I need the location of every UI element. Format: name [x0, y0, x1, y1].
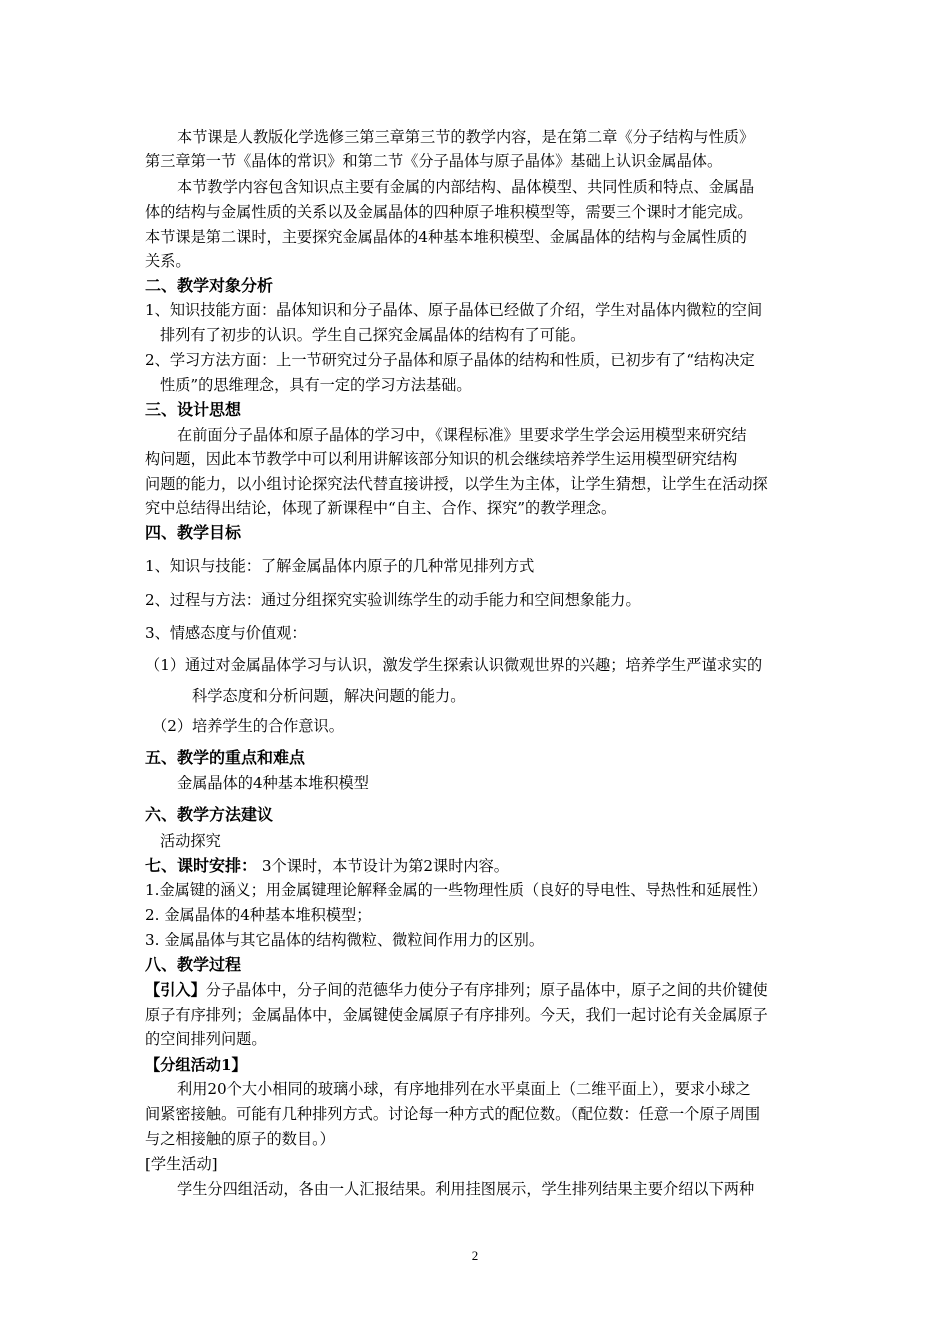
text-line: 本节教学内容包含知识点主要有金属的内部结构、晶体模型、共同性质和特点、金属晶 [177, 178, 755, 196]
section-heading: 五、教学的重点和难点 [145, 748, 306, 767]
text-line: 学生分四组活动，各由一人汇报结果。利用挂图展示，学生排列结果主要介绍以下两种 [177, 1180, 755, 1198]
text-line: 间紧密接触。可能有几种排列方式。讨论每一种方式的配位数。（配位数：任意一个原子周围 [145, 1105, 761, 1123]
text-line: [学生活动] [145, 1155, 218, 1173]
text-line: 原子有序排列；金属晶体中，金属键使金属原子有序排列。今天，我们一起讨论有关金属原子 [145, 1006, 768, 1024]
section-heading: 四、教学目标 [145, 523, 242, 542]
text-line: 性质”的思维理念，具有一定的学习方法基础。 [160, 376, 472, 394]
text-line: 活动探究 [160, 832, 221, 850]
intro-text: 分子晶体中，分子间的范德华力使分子有序排列；原子晶体中，原子之间的共价键使 [205, 981, 768, 999]
text-line: （2）培养学生的合作意识。 [152, 717, 344, 735]
text-line: 本节课是第二课时，主要探究金属晶体的4种基本堆积模型、金属晶体的结构与金属性质的 [145, 228, 747, 246]
section-heading: 二、教学对象分析 [145, 276, 274, 295]
section-heading: 八、教学过程 [145, 955, 242, 974]
schedule-line [145, 855, 815, 877]
text-line: 2、学习方法方面：上一节研究过分子晶体和原子晶体的结构和性质，已初步有了“结构决定 [145, 351, 755, 369]
text-line: 究中总结得出结论，体现了新课程中“自主、合作、探究”的教学理念。 [145, 499, 617, 517]
schedule-text: 3个课时，本节设计为第2课时内容。 [261, 857, 509, 875]
text-line: 在前面分子晶体和原子晶体的学习中，《课程标准》里要求学生学会运用模型来研究结 [177, 426, 747, 444]
text-line: 利用20个大小相同的玻璃小球，有序地排列在水平桌面上（二维平面上），要求小球之 [177, 1080, 751, 1098]
text-line: 问题的能力，以小组讨论探究法代替直接讲授，以学生为主体，让学生猜想，让学生在活动探 [145, 475, 768, 493]
text-line: 科学态度和分析问题，解决问题的能力。 [192, 687, 466, 705]
text-line: 排列有了初步的认识。学生自己探究金属晶体的结构有了可能。 [160, 326, 586, 344]
text-line: 本节课是人教版化学选修三第三章第三节的教学内容，是在第二章《分子结构与性质》 [177, 128, 755, 146]
section-heading: 三、设计思想 [145, 400, 242, 419]
text-line: 构问题，因此本节教学中可以利用讲解该部分知识的机会继续培养学生运用模型研究结构 [145, 450, 738, 468]
text-line: 3、情感态度与价值观： [145, 624, 307, 642]
text-line: 关系。 [145, 252, 191, 270]
text-line: 3. 金属晶体与其它晶体的结构微粒、微粒间作用力的区别。 [145, 931, 545, 949]
activity-label: 【分组活动1】 [145, 1056, 247, 1074]
text-line: 2、过程与方法：通过分组探究实验训练学生的动手能力和空间想象能力。 [145, 591, 641, 609]
section-heading: 六、教学方法建议 [145, 805, 274, 824]
text-line: 与之相接触的原子的数目。） [145, 1130, 335, 1148]
text-line: 1.金属键的涵义；用金属键理论解释金属的一些物理性质（良好的导电性、导热性和延展性） [145, 881, 767, 899]
text-line: 1、知识与技能：了解金属晶体内原子的几种常见排列方式 [145, 557, 535, 575]
text-line: 1、知识技能方面：晶体知识和分子晶体、原子晶体已经做了介绍，学生对晶体内微粒的空间 [145, 301, 763, 319]
text-line: 的空间排列问题。 [145, 1030, 267, 1048]
text-line: （1）通过对金属晶体学习与认识，激发学生探索认识微观世界的兴趣；培养学生严谨求实的 [145, 656, 763, 674]
text-line: 2. 金属晶体的4种基本堆积模型； [145, 906, 372, 924]
page-number: 2 [471, 1248, 479, 1263]
intro-label: 【引入】 [145, 981, 206, 999]
text-line: 金属晶体的4种基本堆积模型 [177, 774, 369, 792]
section-heading: 七、课时安排： [145, 856, 258, 875]
text-line: 体的结构与金属性质的关系以及金属晶体的四种原子堆积模型等，需要三个课时才能完成。 [145, 203, 753, 221]
text-line: 第三章第一节《晶体的常识》和第二节《分子晶体与原子晶体》基础上认识金属晶体。 [145, 152, 723, 170]
intro-line [145, 979, 815, 1001]
